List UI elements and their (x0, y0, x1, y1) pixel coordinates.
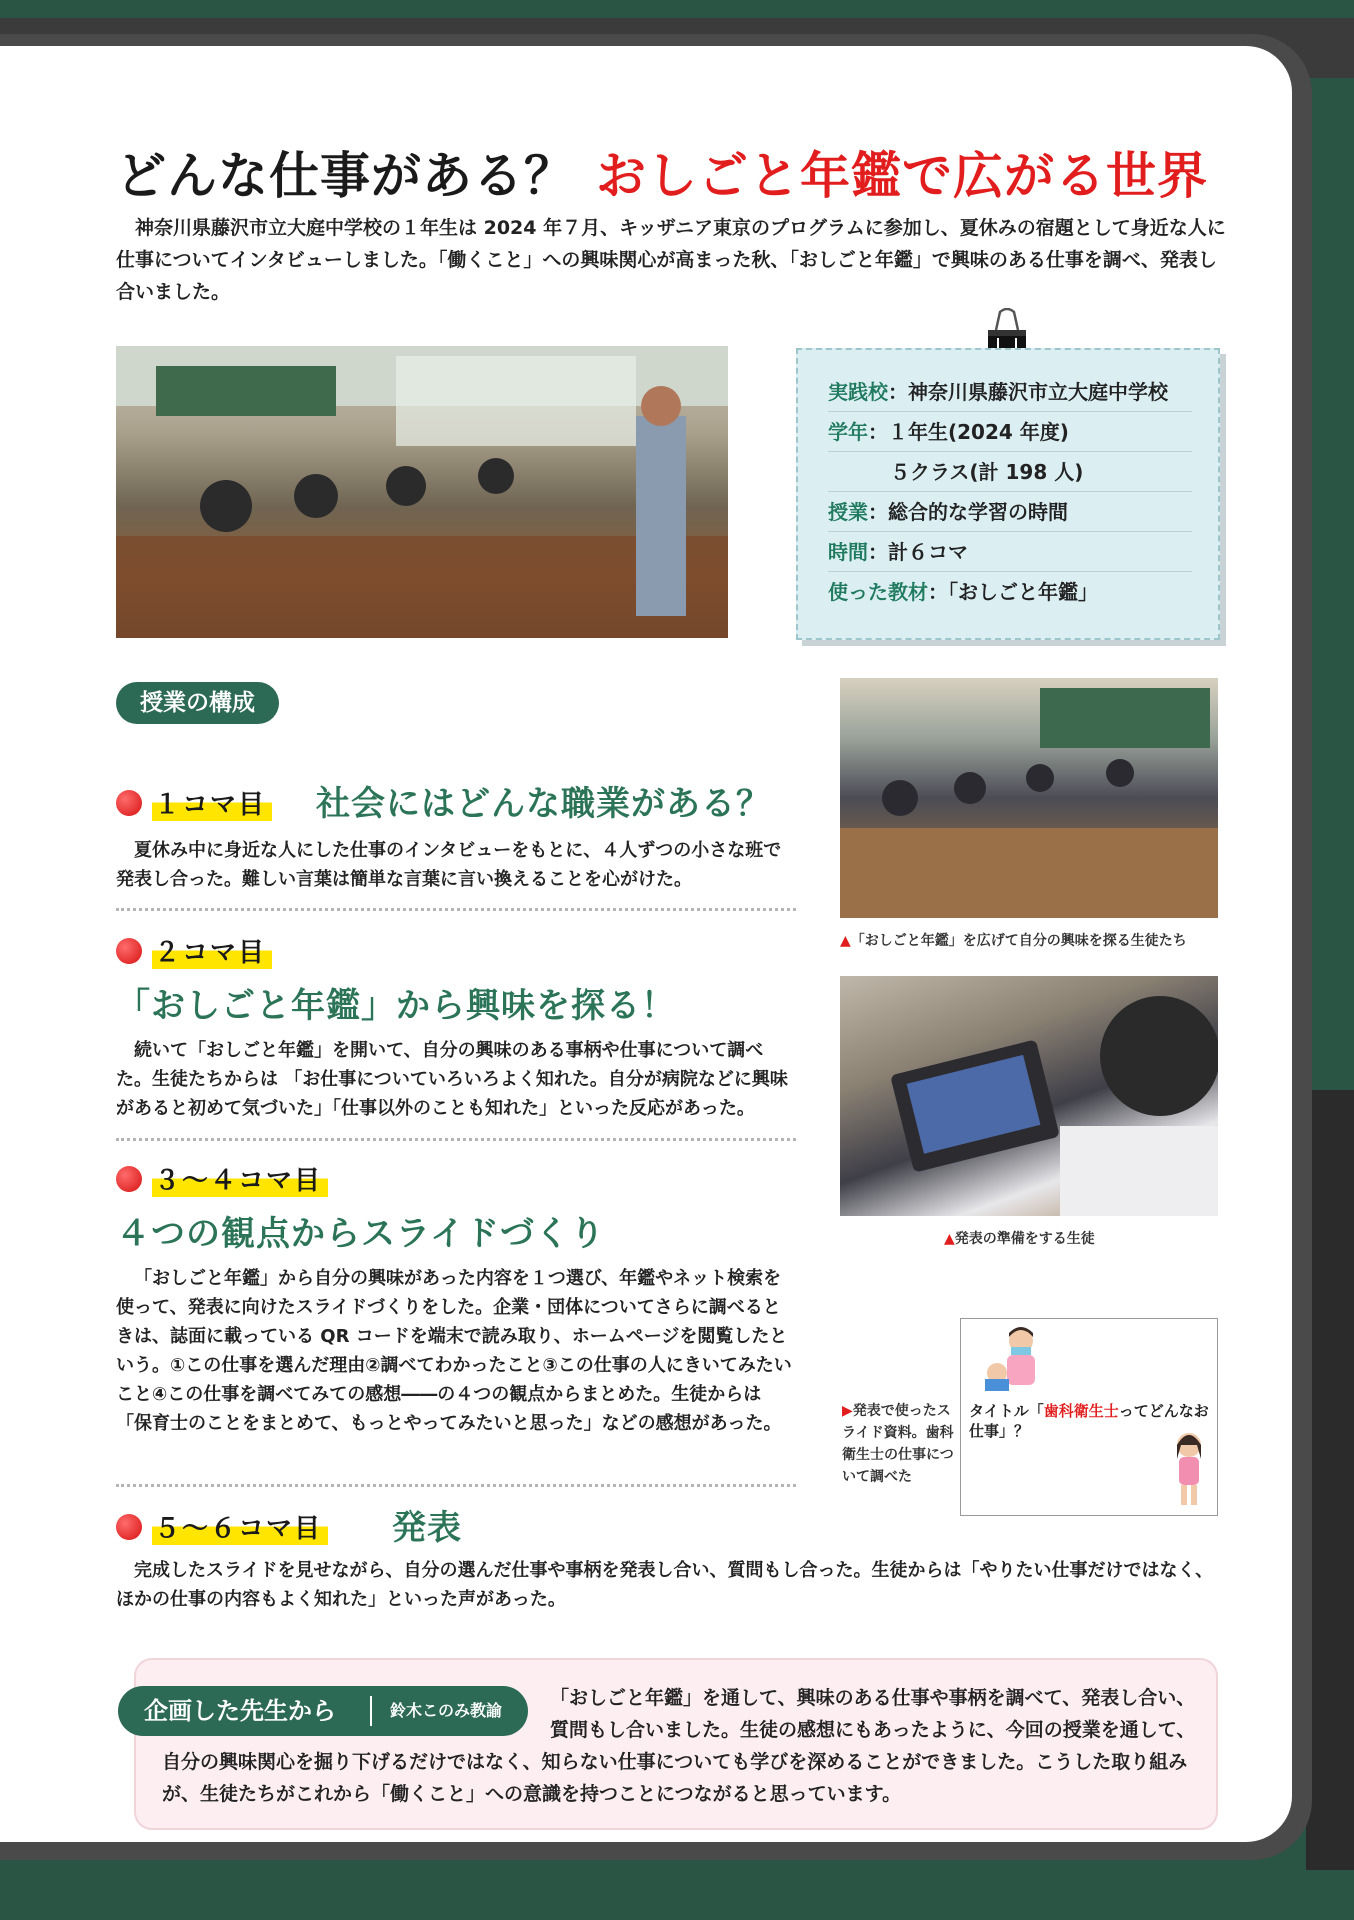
girl-illustration-icon (1167, 1429, 1211, 1509)
divider (116, 908, 796, 911)
body-1: 夏休み中に身近な人にした仕事のインタビューをもとに、４人ずつの小さな班で発表し合った。難しい言葉は簡単な言葉に言い換えることを心がけた。 (116, 840, 782, 890)
pill-separator (370, 1696, 372, 1726)
slide-thumbnail (960, 1318, 1218, 1516)
koma-1: １コマ目 (152, 784, 272, 821)
koma-4: ５～６コマ目 (152, 1508, 328, 1545)
title-red: おしごと年鑑で広がる世界 (596, 147, 1208, 205)
classroom-photo-main (116, 346, 728, 638)
koma-3: ３～４コマ目 (152, 1160, 328, 1197)
body-4: 完成したスライドを見せながら、自分の選んだ仕事や事柄を発表し合い、質問もし合った。生徒からは「やりたい仕事だけではなく、ほかの仕事の内容もよく知れた」といった声があった。 (116, 1560, 1214, 1610)
heading-2: 「おしごと年鑑」から興味を探る！ (116, 986, 676, 1026)
divider (116, 1138, 796, 1141)
dental-hygienist-illustration-icon (981, 1323, 1051, 1393)
triangle-up-icon: ▲ (840, 933, 851, 949)
info-lesson: 授業：総合的な学習の時間 (828, 492, 1192, 532)
body-3: 「おしごと年鑑」から自分の興味があった内容を１つ選び、年鑑やネット検索を使って、発表に向けたスライドづくりをした。企業・団体についてさらに調べるときは、誌面に載っている QR コードを端末で読み取り、ホームページを閲覧したという。①この仕事を選んだ理由②調べてわかったこと③この仕事の人にきいてみたいこと④この仕事を調べてみての感想――の４つの観点からまとめた。生徒からは「保育士のことをまとめて、もっとやってみたいと思った」などの感想があった。 (116, 1268, 792, 1434)
caption-photo-2: ▲「おしごと年鑑」を広げて自分の興味を探る生徒たち (840, 933, 1187, 949)
structure-label: 授業の構成 (116, 682, 279, 724)
title-black: どんな仕事がある？ (116, 147, 575, 205)
red-dot-icon (116, 1514, 142, 1540)
teacher-text-2: 自分の興味関心を掘り下げるだけではなく、知らない仕事についても学びを深めることができました。こうした取り組みが、生徒たちがこれから「働くこと」への意識を持つことにつながると思っています。 (162, 1751, 1188, 1805)
triangle-up-icon: ▲ (944, 1231, 955, 1247)
board-right-frame (1306, 1090, 1354, 1870)
page (0, 46, 1292, 1842)
red-dot-icon (116, 790, 142, 816)
teacher-name: 鈴木このみ教諭 (390, 1701, 503, 1720)
body-2: 続いて「おしごと年鑑」を開いて、自分の興味のある事柄や仕事について調べた。生徒たちからは 「お仕事についていろいろよく知れた。自分が病院などに興味があると初めて気づいた」「仕事以外のことも知れた」といった反応があった。 (116, 1040, 788, 1119)
classroom-photo-3 (840, 976, 1218, 1216)
heading-1: 社会にはどんな職業がある？ (316, 784, 771, 824)
caption-photo-3: ▲発表の準備をする生徒 (944, 1231, 1095, 1247)
teacher-text-1: 「おしごと年鑑」を通して、興味のある仕事や事柄を調べて、発表し合い、質問もし合いました。生徒の感想にもあったように、今回の授業を通して、 (550, 1687, 1196, 1741)
teacher-label: 企画した先生から (144, 1697, 336, 1725)
info-time: 時間：計６コマ (828, 532, 1192, 572)
classroom-photo-2 (840, 678, 1218, 918)
red-dot-icon (116, 938, 142, 964)
divider (116, 1484, 796, 1487)
heading-3: ４つの観点からスライドづくり (116, 1214, 605, 1254)
slide-note: ▶発表で使ったスライド資料。歯科衛生士の仕事について調べた (842, 1403, 954, 1485)
triangle-right-icon: ▶ (842, 1403, 853, 1419)
school-info-card (796, 348, 1220, 640)
koma-2: ２コマ目 (152, 932, 272, 969)
info-grade: 学年：１年生(2024 年度) (828, 412, 1192, 452)
teacher-label-pill (118, 1686, 528, 1736)
slide-title: タイトル「歯科衛生士ってどんなお仕事」？ (969, 1402, 1209, 1440)
red-dot-icon (116, 1166, 142, 1192)
heading-4: 発表 (392, 1508, 462, 1548)
info-material: 使った教材：「おしごと年鑑」 (828, 580, 1098, 604)
info-school: 実践校：神奈川県藤沢市立大庭中学校 (828, 372, 1192, 412)
intro-text: 神奈川県藤沢市立大庭中学校の１年生は 2024 年７月、キッザニア東京のプログラムに参加し、夏休みの宿題として身近な人に仕事についてインタビューしました。「働くこと」への興味関心が高まった秋、「おしごと年鑑」で興味のある仕事を調べ、発表し合いました。 (116, 217, 1226, 303)
info-classes: ５クラス(計 198 人) (828, 452, 1192, 492)
